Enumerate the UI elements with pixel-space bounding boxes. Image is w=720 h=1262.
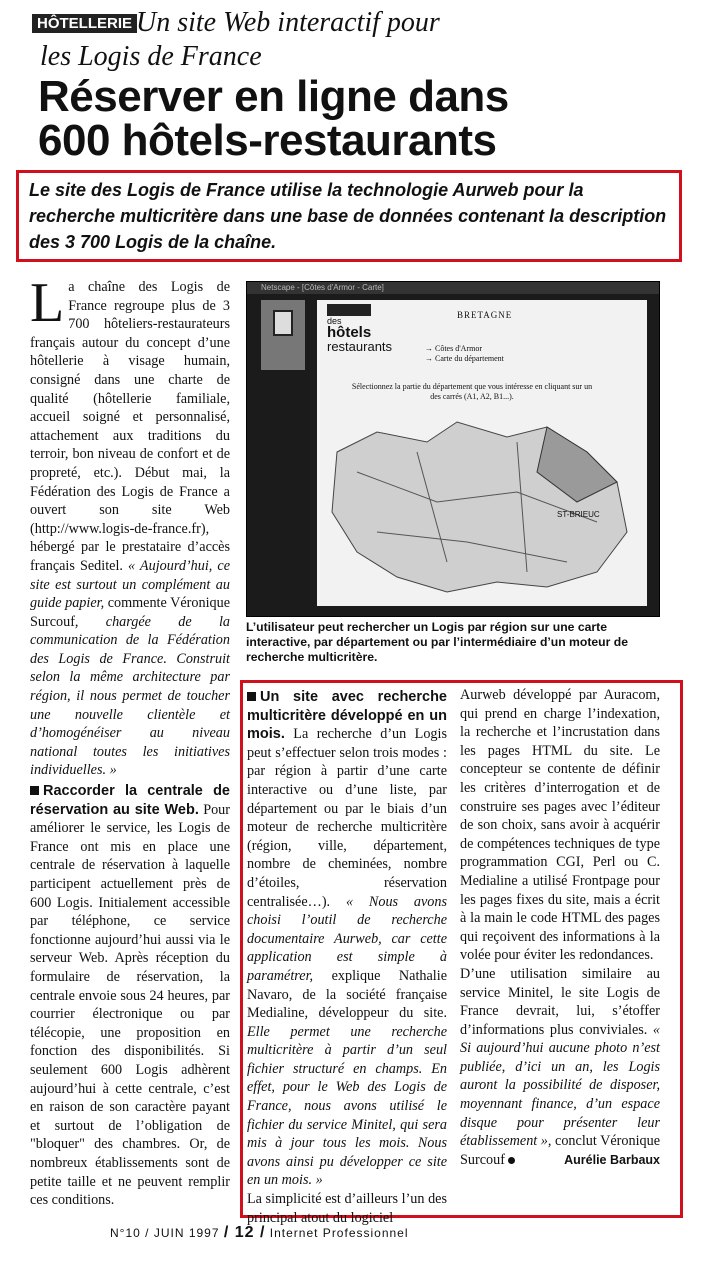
- lede-box: [16, 170, 682, 262]
- map-town-label: ST-BRIEUC: [557, 510, 600, 519]
- col2-paragraph-2: La simplicité est d’ailleurs l’un des principal atout du logiciel: [247, 1191, 447, 1226]
- bullet-square-icon: [30, 786, 39, 795]
- link-cotes-armor[interactable]: → Côtes d'Armor: [425, 344, 482, 353]
- col3-paragraph-1: Aurweb développé par Auracom, qui prend en charge l’indexation, la recherche et l’incrustation dans les pages HTML du site. Le concepteur se contente de définir les critères d’interrogation et de construire ses pages avec l’éditeur de son choix, sans avoir à acquérir de compétences techniques de type programmation CGI, Perl ou C. Medialine a utilisé Frontpage pour les pages fixes du site, mais a écrit à la main le code HTML des pages qui reçoivent des informations à la volée pour éviter les redondances.: [460, 687, 660, 964]
- col3-quote: « Si aujourd’hui aucune photo n’est publiée, d’ici un an, les Logis auront la possibilité de disposer, moyennant finance, d’un espace disque pour présenter leur établissement »,: [460, 1021, 660, 1150]
- map-instructions: Sélectionnez la partie du département que vous intéresse en cliquant sur un des carrés (A1, A2, B1...).: [351, 382, 593, 401]
- col3-paragraph-2: [460, 965, 660, 1170]
- col3-text-1: D’une utilisation similaire au service Minitel, le site Logis de France devrait, lui, s’étoffer d’informations plus conviviales.: [460, 965, 660, 1038]
- col1-quote-2: chargée de la communication de la Fédération des Logis de France. Construit selon la même architecture par région, il nous permet de toucher une nouvelle clientèle et d’homogénéiser au niveau national toutes les initiatives individuelles. »: [30, 613, 230, 779]
- brittany-map[interactable]: [317, 412, 647, 606]
- web-page-area: [317, 300, 647, 606]
- col3-text-2: conclut Véronique Surcouf: [460, 1133, 660, 1168]
- col2-text-1: La recherche d’un Logis peut s’effectuer selon trois modes : par région à partir d’une carte interactive ou d’une liste, par département ou par le biais d’un moteur de recherche multicritère (région, ville, département, nombre de cheminées, nombre d’étoiles, réservation centralisée…).: [247, 726, 447, 910]
- magazine-name: Internet Professionnel: [269, 1226, 409, 1240]
- website-screenshot: [246, 281, 660, 617]
- article-column-2: [247, 688, 447, 1227]
- headline-line-1: Réserver en ligne dans: [38, 72, 509, 121]
- headline-line-2: 600 hôtels-restaurants: [38, 116, 497, 165]
- col1-text-2: commente Véronique Surcouf,: [30, 595, 230, 630]
- region-label: BRETAGNE: [457, 310, 513, 320]
- col1-text-3: Pour améliorer le service, les Logis de France ont mis en place une centrale de réservation à laquelle participent actuellement près de 600 Logis. Initialement accessible par téléphone, ce service fonctionne aujourd’hui aussi via le serveur Web. Après réception du formulaire de réservation, la centrale envoie sous 24 heures, par courrier électronique ou par télécopie, une proposition en fonction des disponibilités. Si seulement 600 Logis adhèrent aujourd’hui à cette centrale, c’est en raison de son caractère payant et surtout de l’obligation de "bloquer" des chambres. Or, de nombreux établissements sont de petite taille et ne peuvent remplir ces conditions.: [30, 801, 230, 1209]
- logis-logo-icon: [261, 300, 305, 370]
- col1-subhead: Raccorder la centrale de réservation au site Web.: [30, 783, 230, 818]
- link-carte-departement[interactable]: → Carte du département: [425, 354, 504, 363]
- lede-text: Le site des Logis de France utilise la technologie Aurweb pour la recherche multicritère dans une base de données contenant la description des 3 700 Logis de la chaîne.: [29, 180, 667, 252]
- col2-text-2: explique Nathalie Navaro, de la société française Medialine, développeur du site.: [247, 967, 447, 1022]
- issue-info: N°10 / JUIN 1997: [110, 1226, 220, 1240]
- page-footer: [110, 1224, 409, 1242]
- col2-quote-2: Elle permet une recherche multicritère à partir d’un seul fichier structuré en champs. En effet, pour le Web des Logis de France, nous avons utilisé le fichier du service Minitel, qui sera mis à jour tous les mois. Nous avons ainsi pu développer ce site en un mois. »: [247, 1023, 447, 1189]
- col1-quote-1: « Aujourd’hui, ce site est surtout un complément au guide papier,: [30, 557, 230, 612]
- site-logo-text: des hôtels restaurants: [327, 316, 393, 354]
- bullet-square-icon: [247, 692, 256, 701]
- col2-subhead: Un site avec recherche multicritère développé en un mois.: [247, 689, 447, 743]
- nav-links[interactable]: [425, 344, 504, 364]
- col1-text-1: a chaîne des Logis de France regroupe plus de 3 700 hôteliers-restaurateurs français autour du concept d’une hôtellerie à visage humain, consigné dans une charte de qualité (hôtellerie familiale, accueil soigné et personnalisé, attachement aux traditions du terroir, bon niveau de confort et de propreté, etc.). Début mai, la Fédération des Logis de France a ouvert son site Web (http://www.logis-de-france.fr), hébergé par le prestataire d’accès français Seditel.: [30, 279, 230, 574]
- article-column-3: [460, 686, 660, 1169]
- drop-cap: L: [30, 272, 65, 334]
- col1-paragraph-2: [30, 782, 230, 1210]
- browser-title-bar: Netscape - [Côtes d'Armor - Carte]: [247, 282, 659, 294]
- page-number: / 12 /: [223, 1224, 266, 1241]
- article-column-1: [30, 272, 230, 1210]
- kicker-line-1: Un site Web interactif pour: [136, 7, 440, 38]
- col2-paragraph-1: [247, 688, 447, 1190]
- figure-caption: L’utilisateur peut rechercher un Logis par région sur une carte interactive, par département ou par l’intermédiaire d’un moteur de recherche multicritère.: [246, 620, 628, 664]
- logo-bar: [327, 304, 371, 316]
- kicker-line-2: les Logis de France: [40, 41, 262, 72]
- end-mark-icon: [508, 1157, 515, 1164]
- section-rubric: HÔTELLERIE: [32, 14, 137, 33]
- col2-quote-1: « Nous avons choisi l’outil de recherche documentaire Aurweb, car cette application est simple à paramétrer,: [247, 893, 447, 984]
- col1-paragraph-1: [30, 272, 230, 780]
- author-signature: Aurélie Barbaux: [564, 1152, 660, 1167]
